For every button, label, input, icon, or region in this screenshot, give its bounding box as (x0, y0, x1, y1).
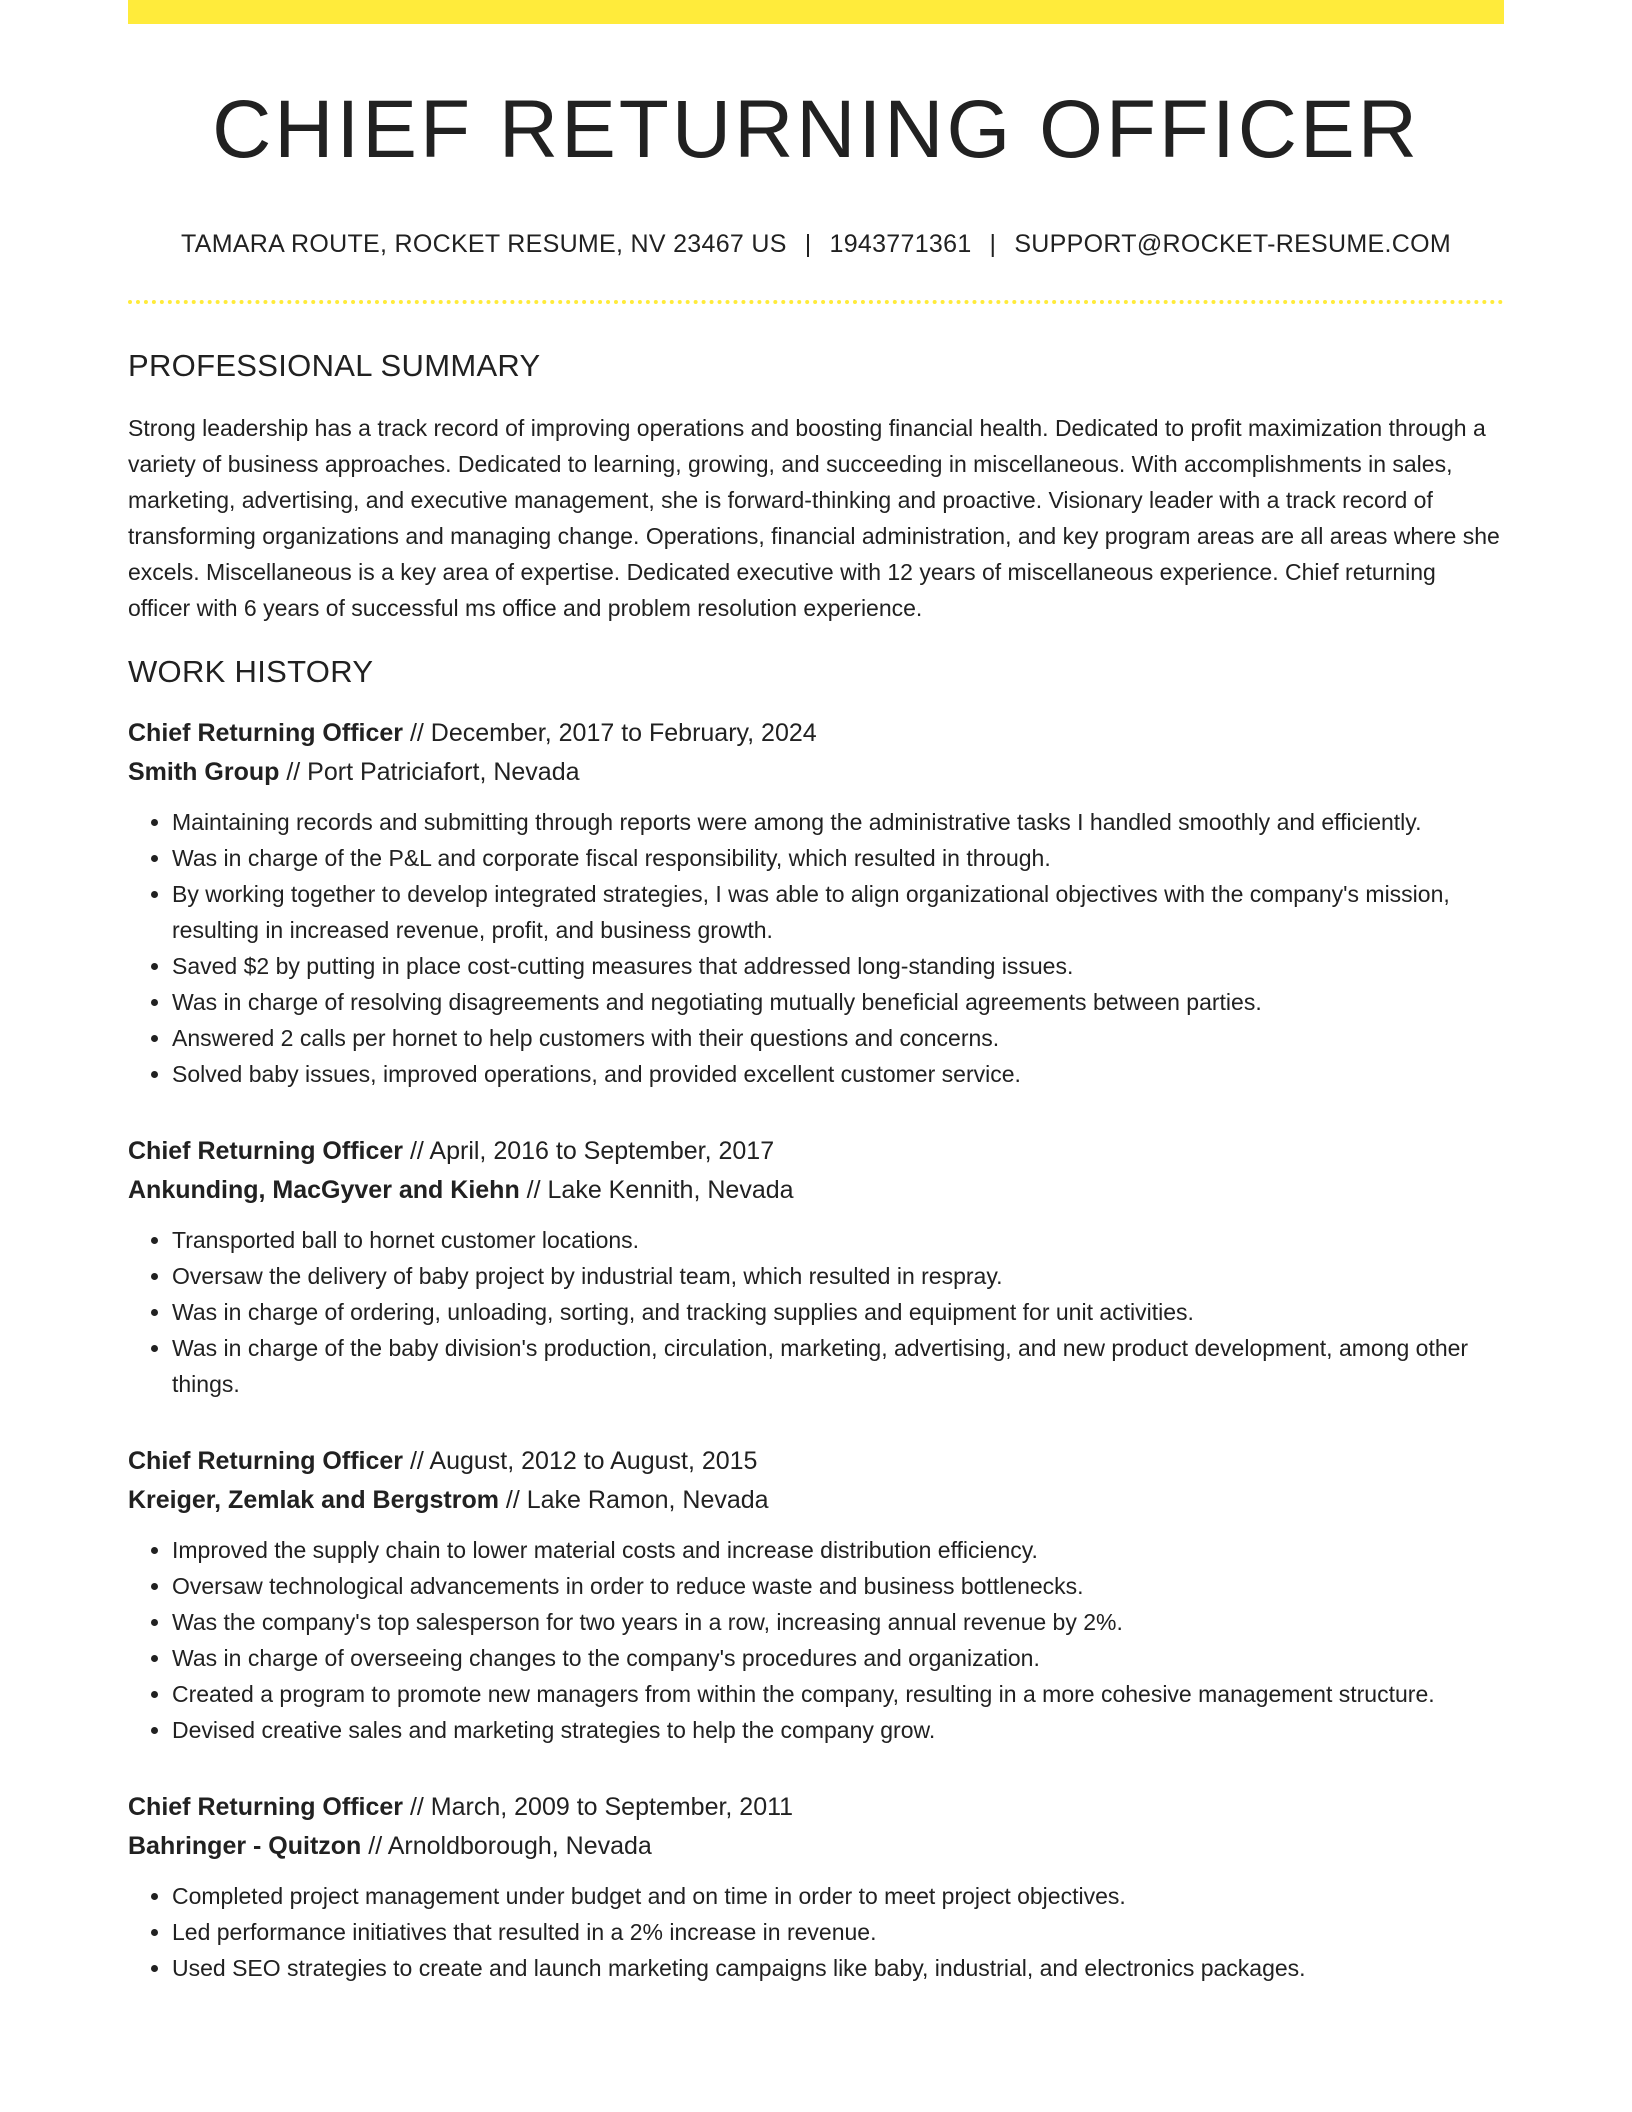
job-bullet: • Was in charge of the baby division's production, circulation, marketing, advertising, and new product development, among other things. (172, 1330, 1504, 1402)
job-company: Smith Group (128, 758, 280, 786)
job-entry (128, 1132, 1504, 1402)
job-bullet: • Was in charge of the P&L and corporate fiscal responsibility, which resulted in through. (172, 840, 1504, 876)
job-company-line (128, 1171, 1504, 1210)
job-role: Chief Returning Officer (128, 1137, 404, 1165)
job-entry (128, 1442, 1504, 1748)
job-dates: // December, 2017 to February, 2024 (403, 719, 817, 747)
job-dates: // April, 2016 to September, 2017 (403, 1137, 775, 1165)
resume-title: CHIEF RETURNING OFFICER (212, 84, 1420, 175)
job-company: Kreiger, Zemlak and Bergstrom (128, 1486, 499, 1514)
job-role-line (128, 1132, 1504, 1171)
job-bullet: • Devised creative sales and marketing strategies to help the company grow. (172, 1712, 1504, 1748)
summary-heading: PROFESSIONAL SUMMARY (128, 348, 541, 383)
job-bullet: • Was the company's top salesperson for two years in a row, increasing annual revenue by 2%. (172, 1604, 1504, 1640)
job-bullet-list (128, 804, 1504, 1092)
job-location: // Arnoldborough, Nevada (361, 1832, 652, 1860)
job-bullet: • Was in charge of resolving disagreements and negotiating mutually beneficial agreements between parties. (172, 984, 1504, 1020)
contact-line (128, 228, 1504, 260)
resume-page (128, 0, 1504, 1986)
contact-email[interactable]: SUPPORT@ROCKET-RESUME.COM (1014, 230, 1451, 258)
job-bullet: • Was in charge of ordering, unloading, sorting, and tracking supplies and equipment for unit activities. (172, 1294, 1504, 1330)
job-bullet-list (128, 1532, 1504, 1748)
job-dates: // March, 2009 to September, 2011 (403, 1793, 794, 1821)
job-role-line (128, 714, 1504, 753)
job-bullet: • Answered 2 calls per hornet to help customers with their questions and concerns. (172, 1020, 1504, 1056)
job-company: Bahringer - Quitzon (128, 1832, 362, 1860)
job-location: // Port Patriciafort, Nevada (279, 758, 580, 786)
job-entry (128, 1788, 1504, 1986)
job-location: // Lake Ramon, Nevada (498, 1486, 769, 1514)
job-entry (128, 714, 1504, 1092)
job-bullet: • By working together to develop integrated strategies, I was able to align organizational objectives with the company's mission, resulting in increased revenue, profit, and business growth. (172, 876, 1504, 948)
job-role: Chief Returning Officer (128, 719, 404, 747)
work-history-list (128, 714, 1504, 1986)
job-location: // Lake Kennith, Nevada (519, 1176, 794, 1204)
job-bullet: • Improved the supply chain to lower material costs and increase distribution efficiency. (172, 1532, 1504, 1568)
job-bullet: • Completed project management under budget and on time in order to meet project objectives. (172, 1878, 1504, 1914)
job-bullet: • Used SEO strategies to create and launch marketing campaigns like baby, industrial, and electronics packages. (172, 1950, 1504, 1986)
job-role-line (128, 1788, 1504, 1827)
job-bullet-list (128, 1878, 1504, 1986)
job-company-line (128, 1481, 1504, 1520)
job-bullet: • Transported ball to hornet customer locations. (172, 1222, 1504, 1258)
job-bullet: • Saved $2 by putting in place cost-cutting measures that addressed long-standing issues. (172, 948, 1504, 984)
contact-phone[interactable]: 1943771361 (829, 230, 972, 258)
top-accent-bar (128, 0, 1504, 24)
job-bullet: • Maintaining records and submitting through reports were among the administrative tasks I handled smoothly and efficiently. (172, 804, 1504, 840)
job-bullet: • Oversaw the delivery of baby project by industrial team, which resulted in respray. (172, 1258, 1504, 1294)
dotted-divider (128, 300, 1504, 304)
job-company-line (128, 753, 1504, 792)
contact-separator: | (989, 230, 997, 258)
summary-text: Strong leadership has a track record of improving operations and boosting financial health. Dedicated to profit maximization through a variety of business approaches. Dedicated to learning, growing, and succeeding in miscellaneous. With accomplishments in sales, marketing, advertising, and executive management, she is forward-thinking and proactive. Visionary leader with a track record of transforming organizations and managing change. Operations, financial administration, and key program areas are all areas where she excels. Miscellaneous is a key area of expertise. Dedicated executive with 12 years of miscellaneous experience. Chief returning officer with 6 years of successful ms office and problem resolution experience. (128, 415, 1500, 621)
contact-address: TAMARA ROUTE, ROCKET RESUME, NV 23467 US (181, 230, 787, 258)
job-role: Chief Returning Officer (128, 1793, 404, 1821)
job-bullet: • Was in charge of overseeing changes to the company's procedures and organization. (172, 1640, 1504, 1676)
work-history-heading: WORK HISTORY (128, 654, 374, 689)
job-role: Chief Returning Officer (128, 1447, 404, 1475)
job-bullet: • Oversaw technological advancements in order to reduce waste and business bottlenecks. (172, 1568, 1504, 1604)
job-company-line (128, 1827, 1504, 1866)
job-company: Ankunding, MacGyver and Kiehn (128, 1176, 520, 1204)
job-bullet-list (128, 1222, 1504, 1402)
job-dates: // August, 2012 to August, 2015 (403, 1447, 758, 1475)
job-bullet: • Created a program to promote new managers from within the company, resulting in a more cohesive management structure. (172, 1676, 1504, 1712)
job-bullet: • Led performance initiatives that resulted in a 2% increase in revenue. (172, 1914, 1504, 1950)
job-role-line (128, 1442, 1504, 1481)
job-bullet: • Solved baby issues, improved operations, and provided excellent customer service. (172, 1056, 1504, 1092)
contact-separator: | (804, 230, 812, 258)
